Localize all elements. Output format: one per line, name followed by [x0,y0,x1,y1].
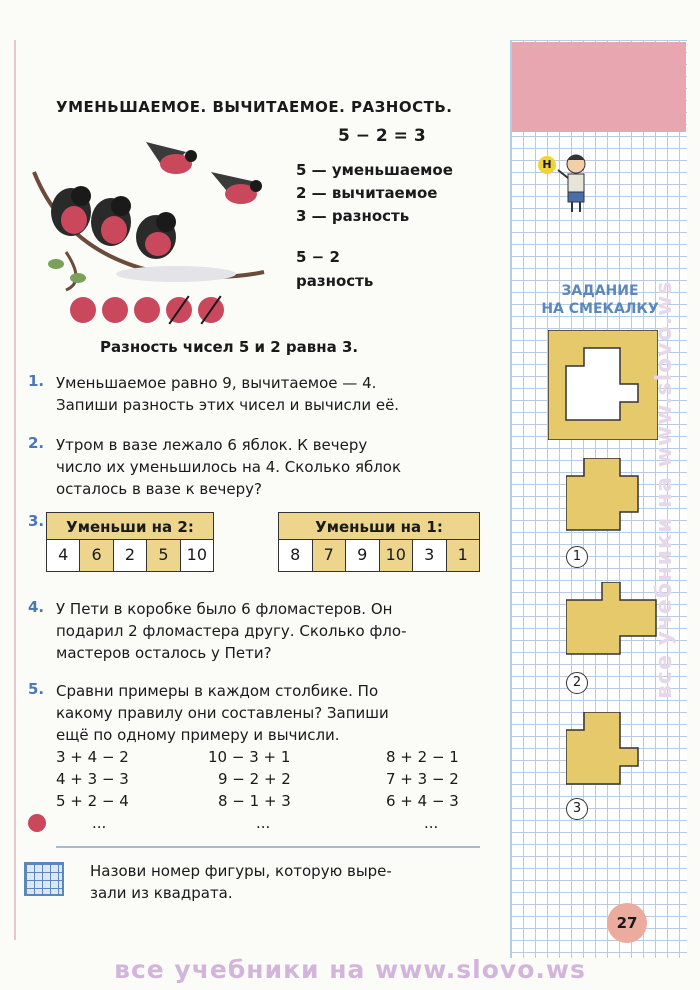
expression-column-2 [208,746,291,834]
option-figure-2 [566,582,662,658]
table-cell: 7 [313,540,347,571]
sidebar-title-line: НА СМЕКАЛКУ [541,301,659,317]
expression-column-1 [56,746,129,834]
task-5-line: какому правилу они составлены? Запиши [56,704,389,722]
side-watermark: все учебники на www.slovo.ws [652,280,677,700]
task-4-number: 4. [28,598,45,616]
square-with-cutout [548,330,658,440]
character-badge: Н [538,156,556,174]
expression-column-3 [386,746,459,834]
task-2 [56,434,401,500]
pink-header-block [512,42,686,132]
task-2-line: Утром в вазе лежало 6 яблок. К вечеру [56,436,368,454]
marker-dot [28,814,46,832]
bullfinch-2 [91,196,131,246]
task-1-number: 1. [28,372,45,390]
figure-label-3: 3 [566,798,588,820]
expression: 8 − 1 + 3 [218,792,291,810]
bullfinch-flying-2 [211,172,262,204]
counting-dots [70,297,230,323]
figure-label-2: 2 [566,672,588,694]
table-cell: 4 [47,540,80,571]
watermark: все учебники на www.slovo.ws [114,955,586,984]
bottom-task-line: зали из квадрата. [90,884,233,902]
task-5-number: 5. [28,680,45,698]
rule-statement: Разность чисел 5 и 2 равна 3. [100,338,359,356]
expression-ellipsis: ... [256,814,271,832]
table-cell: 6 [80,540,113,571]
table-cell: 3 [413,540,447,571]
bullfinch-illustration [26,132,266,292]
sidebar-title-line: ЗАДАНИЕ [561,283,639,299]
task-2-line: число их уменьшилось на 4. Сколько яблок [56,458,402,476]
task-3-number: 3. [28,512,45,530]
character-illustration [538,150,598,220]
difference-expression: 5 − 2 [296,248,340,266]
margin-line [14,40,16,940]
grid-icon [24,862,64,896]
definition-subtrahend: 2 — вычитаемое [296,184,438,202]
difference-word: разность [296,272,374,290]
task-2-line: осталось в вазе к вечеру? [56,480,262,498]
expression-ellipsis: ... [424,814,439,832]
page-number: 27 [607,903,647,943]
main-equation: 5 − 2 = 3 [338,126,426,146]
expression: 5 + 2 − 4 [56,792,129,810]
task-4-line: У Пети в коробке было 6 фломастеров. Он [56,600,393,618]
option-figure-3 [566,712,646,788]
separator-line [56,846,480,848]
table-cell: 10 [181,540,213,571]
page-title: УМЕНЬШАЕМОЕ. ВЫЧИТАЕМОЕ. РАЗНОСТЬ. [56,98,453,116]
task-1-line: Запиши разность этих чисел и вычисли её. [56,396,400,414]
table-cell: 2 [114,540,147,571]
table-header: Уменьши на 2: [46,512,214,540]
task-3-right-table [278,512,480,572]
table-cell: 8 [279,540,313,571]
task-1-line: Уменьшаемое равно 9, вычитаемое — 4. [56,374,377,392]
task-5 [56,680,389,746]
figure-label-1: 1 [566,546,588,568]
table-cell: 9 [346,540,380,571]
expression: 7 + 3 − 2 [386,770,459,788]
bullfinch-3 [136,212,176,259]
definition-difference: 3 — разность [296,207,410,225]
table-row [278,540,480,572]
expression: 6 + 4 − 3 [386,792,459,810]
table-row [46,540,214,572]
expression: 10 − 3 + 1 [208,748,291,766]
table-header: Уменьши на 1: [278,512,480,540]
dot-crossed [198,297,224,323]
task-1 [56,372,399,416]
task-4-line: подарил 2 фломастера другу. Сколько фло- [56,622,407,640]
task-2-number: 2. [28,434,45,452]
table-cell: 10 [380,540,414,571]
bottom-task-line: Назови номер фигуры, которую выре- [90,862,392,880]
dot [134,297,160,323]
expression-ellipsis: ... [92,814,107,832]
bullfinch-1 [51,186,91,236]
bullfinch-flying-1 [146,142,197,174]
task-4 [56,598,407,664]
expression: 9 − 2 + 2 [218,770,291,788]
dot [70,297,96,323]
expression: 8 + 2 − 1 [386,748,459,766]
dot-crossed [166,297,192,323]
table-cell: 1 [447,540,480,571]
option-figure-1 [566,458,646,534]
task-3-left-table [46,512,214,572]
task-5-line: Сравни примеры в каждом столбике. По [56,682,379,700]
dot [102,297,128,323]
table-cell: 5 [147,540,180,571]
boy-figure [556,150,592,216]
definition-minuend: 5 — уменьшаемое [296,161,453,179]
expression: 3 + 4 − 2 [56,748,129,766]
task-4-line: мастеров осталось у Пети? [56,644,272,662]
bottom-task [90,860,392,904]
task-5-line: ещё по одному примеру и вычисли. [56,726,340,744]
expression: 4 + 3 − 3 [56,770,129,788]
